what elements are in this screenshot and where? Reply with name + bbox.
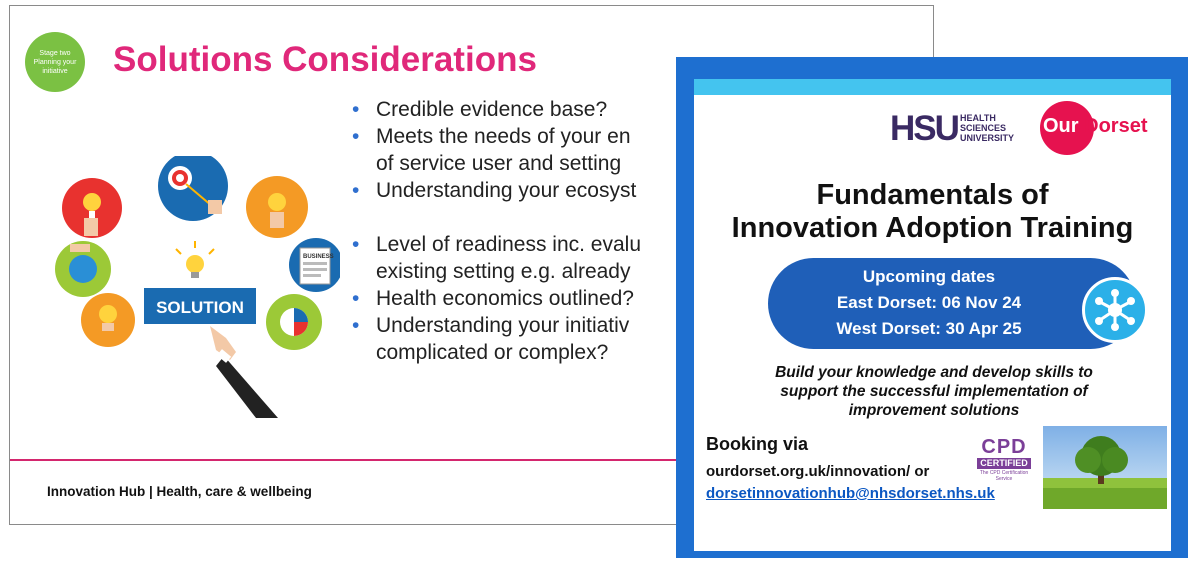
slide-footer: Innovation Hub | Health, care & wellbeing	[47, 484, 312, 499]
stage-badge-line2: Planning your initiative	[33, 58, 77, 75]
flyer-title-line1: Fundamentals of	[816, 179, 1049, 211]
flyer-panel	[694, 79, 1171, 551]
tagline-line1: Build your knowledge and develop skills to	[775, 364, 1093, 381]
list-item: • Level of readiness inc. evalu	[349, 231, 679, 258]
list-item-text: existing setting e.g. already	[376, 260, 631, 283]
cpd-service: The CPD Certification Service	[979, 470, 1029, 482]
flyer-title-line2: Innovation Adoption Training	[731, 212, 1134, 244]
lightbulb-world-icon	[81, 293, 135, 347]
list-item-text: complicated or complex?	[376, 341, 609, 364]
globe-hand-icon	[55, 241, 111, 297]
date-east-dorset: East Dorset: 06 Nov 24	[836, 293, 1022, 312]
upcoming-dates	[824, 264, 1034, 342]
dates-heading: Upcoming dates	[862, 267, 996, 286]
newspaper-label: BUSINESS	[303, 254, 334, 260]
booking-email-link[interactable]: dorsetinnovationhub@nhsdorset.nhs.uk	[706, 485, 995, 502]
hsu-line1: HEALTH	[960, 113, 996, 123]
network-icon	[1082, 277, 1148, 343]
list-item: • Understanding your initiativ	[349, 312, 679, 339]
newspaper-icon	[289, 238, 340, 292]
solution-sign	[144, 288, 256, 324]
list-item: • Health economics outlined?	[349, 285, 679, 312]
lightbulb-hand-icon	[62, 178, 122, 238]
our-dorset-dorset: Dorset	[1084, 115, 1148, 137]
stage-badge-line1: Stage two	[39, 49, 71, 57]
hsu-logo-text	[960, 113, 1040, 143]
list-item-continuation	[349, 150, 679, 177]
list-item: • Credible evidence base?	[349, 96, 679, 123]
pointing-hand-icon	[210, 326, 278, 418]
hsu-line3: UNIVERSITY	[960, 133, 1015, 143]
stage-badge	[25, 32, 85, 92]
cpd-certified: CERTIFIED	[977, 458, 1031, 469]
list-item-continuation	[349, 339, 679, 366]
date-west-dorset: West Dorset: 30 Apr 25	[836, 319, 1022, 338]
flyer-title	[694, 179, 1171, 245]
tagline-line2: support the successful implementation of	[780, 383, 1088, 400]
flyer-tagline	[734, 363, 1134, 420]
solution-illustration	[40, 156, 340, 426]
booking-heading: Booking via	[706, 434, 809, 454]
flyer-top-bar	[694, 79, 1171, 95]
tree-landscape-photo	[1043, 426, 1167, 509]
training-flyer	[676, 57, 1188, 558]
slide-title: Solutions Considerations	[113, 40, 537, 79]
solution-label: SOLUTION	[156, 298, 244, 317]
cpd-certified-logo	[977, 437, 1031, 495]
list-item-continuation	[349, 258, 679, 285]
our-dorset-logo	[1043, 115, 1147, 138]
list-item: • Understanding your ecosyst	[349, 177, 679, 204]
idea-hand-icon	[246, 176, 308, 238]
cpd-title: CPD	[981, 436, 1027, 458]
tagline-line3: improvement solutions	[848, 402, 1020, 419]
hsu-logo: HSU	[890, 109, 958, 148]
our-dorset-our: Our	[1043, 115, 1079, 137]
pie-chart-icon	[266, 294, 322, 350]
booking-url[interactable]: ourdorset.org.uk/innovation/ or	[706, 463, 930, 480]
target-icon	[158, 156, 228, 221]
list-item-text: of service user and setting	[376, 152, 622, 175]
center-lightbulb-icon	[176, 241, 214, 278]
considerations-list	[349, 96, 679, 366]
list-item: • Meets the needs of your en	[349, 123, 679, 150]
hsu-line2: SCIENCES	[960, 123, 1007, 133]
